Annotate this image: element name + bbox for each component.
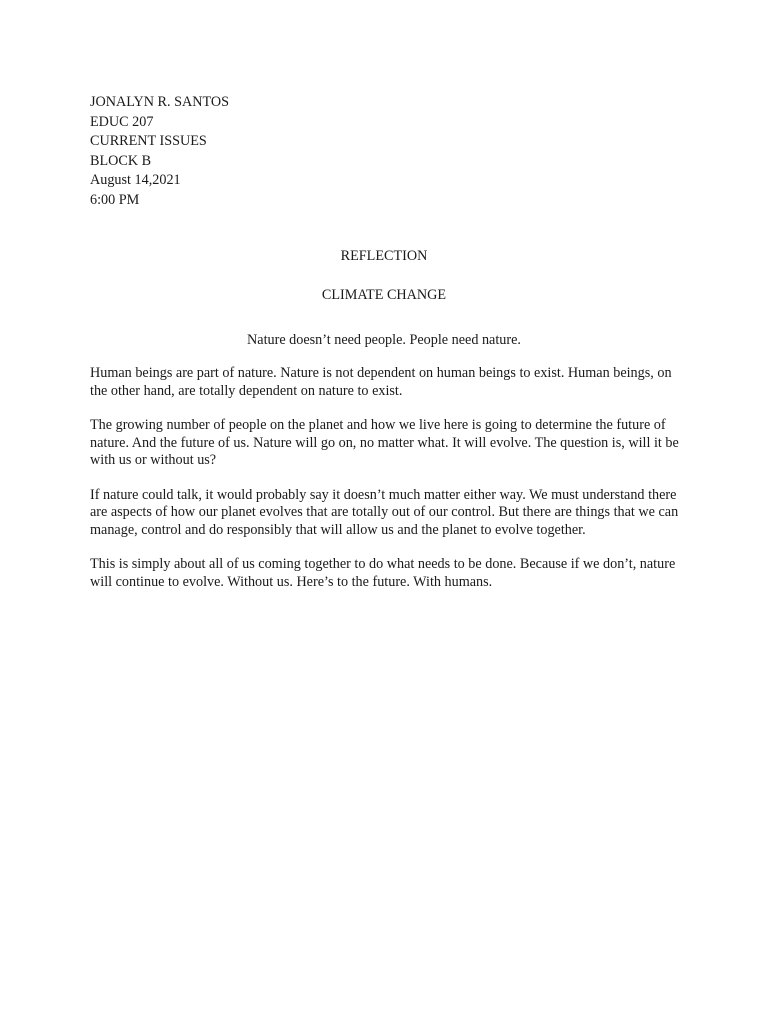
reflection-title: REFLECTION [340, 248, 428, 264]
paragraph: The growing number of people on the planet and how we live here is going to determine the future of nature. And the future of us. Nature will go on, no matter what. It will evolve. The question is, will it be with us or without us? [90, 417, 679, 468]
paragraph: This is simply about all of us coming together to do what needs to be done. Because if we don’t, nature will continue to evolve. Without us. Here’s to the future. With humans. [90, 556, 676, 590]
topic-title: CLIMATE CHANGE [321, 287, 447, 303]
date-line: August 14,2021 [90, 172, 181, 188]
opening-quote: Nature doesn’t need people. People need nature. [247, 332, 521, 348]
header-block [90, 93, 690, 210]
paragraph: If nature could talk, it would probably say it doesn’t much matter either way. We must understand there are aspects of how our planet evolves that are totally out of our control. But there are things that we can manage, control and do responsibly that will allow us and the planet to evolve together. [90, 486, 679, 538]
subject-name: CURRENT ISSUES [90, 133, 207, 149]
paragraph: Human beings are part of nature. Nature is not dependent on human beings to exist. Human beings, on the other hand, are totally dependent on nature to exist. [90, 365, 672, 399]
block-label: BLOCK B [90, 152, 152, 169]
time-line: 6:00 PM [90, 191, 140, 208]
course-code: EDUC 207 [90, 113, 154, 130]
body-text [90, 365, 690, 608]
author-name: JONALYN R. SANTOS [90, 94, 230, 110]
